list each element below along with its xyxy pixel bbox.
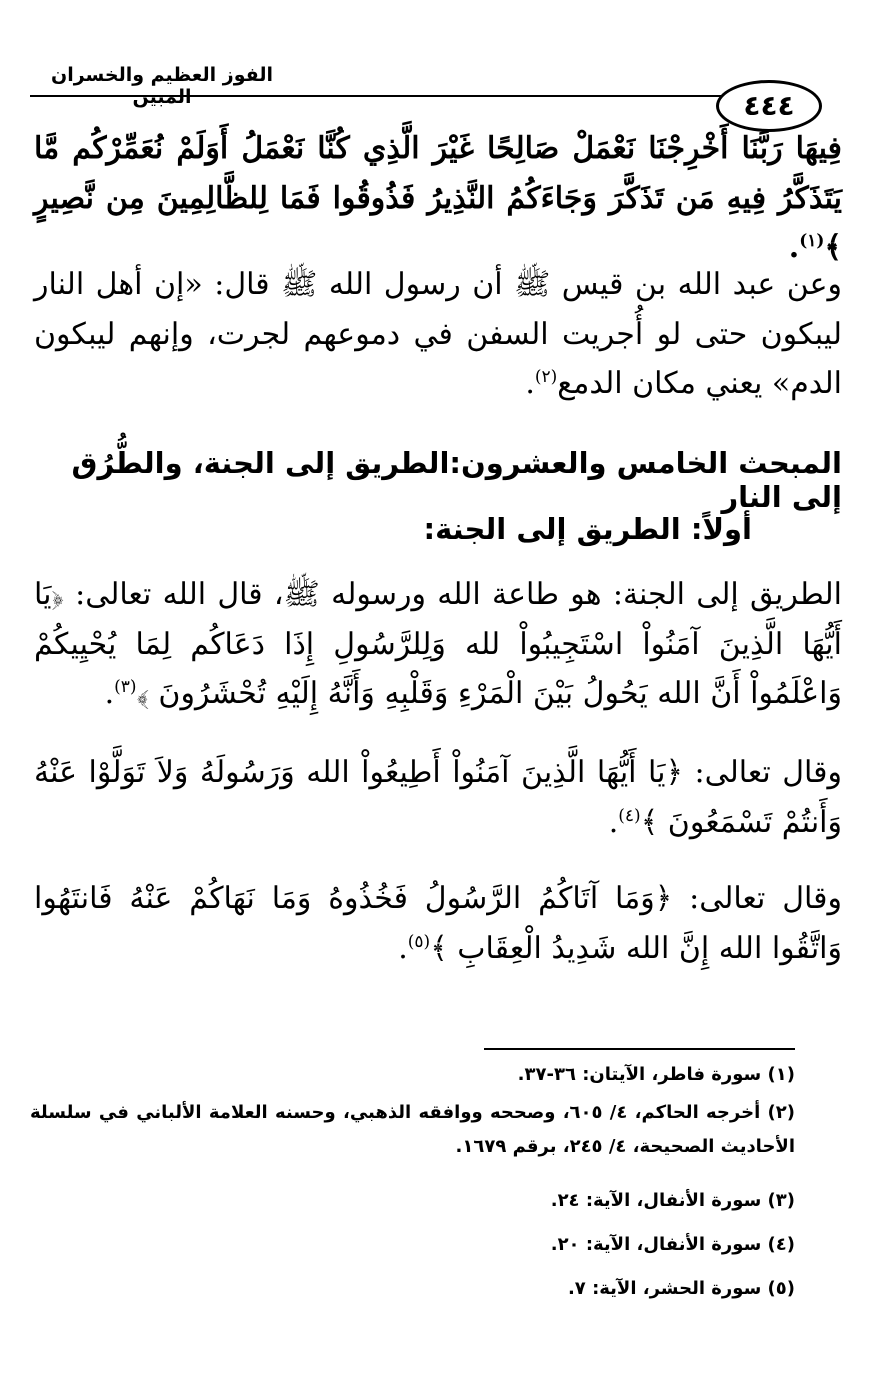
page-number: ٤٤٤ <box>716 80 822 132</box>
footnote-ref-2: (٢) <box>534 367 558 387</box>
footnote-5: (٥) سورة الحشر، الآية: ٧. <box>567 1278 795 1299</box>
paragraph-anfal: وقال تعالى: ﴿يَا أَيُّهَا الَّذِينَ آمَنُواْ أَطِيعُواْ الله وَرَسُولَهُ وَلاَ تَوَلَّوْا عَنْهُ وَأَنتُمْ تَسْمَعُونَ ﴾$^{(٤)}$. <box>34 755 842 840</box>
footnote-4: (٤) سورة الأنفال، الآية: ٢٠. <box>550 1234 795 1255</box>
paragraph-hashr: وقال تعالى: ﴿وَمَا آتَاكُمُ الرَّسُولُ فَخُذُوهُ وَمَا نَهَاكُمْ عَنْهُ فَانتَهُوا وَاتَّقُوا الله إِنَّ الله شَدِيدُ الْعِقَابِ ﴾$^{(٥)}$. <box>34 881 842 966</box>
running-title: الفوز العظيم والخسران المبين <box>51 64 273 108</box>
footnote-separator <box>484 1048 795 1050</box>
paragraph-anfal-text: وقال تعالى: ﴿يَا أَيُّهَا الَّذِينَ آمَنُواْ أَطِيعُواْ الله وَرَسُولَهُ وَلاَ تَوَلَّوْا عَنْهُ وَأَنتُمْ تَسْمَعُونَ ﴾ <box>34 755 842 840</box>
verse-text: فِيهَا رَبَّنَا أَخْرِجْنَا نَعْمَلْ صَالِحًا غَيْرَ الَّذِي كُنَّا نَعْمَلُ أَوَلَمْ نُعَمِّرْكُم مَّا يَتَذَكَّرُ فِيهِ مَن تَذَكَّرَ وَجَاءَكُمُ النَّذِيرُ فَذُوقُوا فَمَا لِلظَّالِمِينَ مِن نَّصِيرٍ ﴾ <box>34 131 842 265</box>
header-rule <box>30 95 730 97</box>
hadith-paragraph: وعن عبد الله بن قيس ﷺ أن رسول الله ﷺ قال: «إن أهل النار ليبكون حتى لو أُجريت السفن في دموعهم لجرت، وإنهم ليبكون الدم» يعني مكان الدمع$^{(٢)}$. <box>34 267 842 401</box>
footnote-ref-4: (٤) <box>618 805 641 826</box>
footnote-ref-5: (٥) <box>407 931 431 952</box>
hadith-text: وعن عبد الله بن قيس ﷺ أن رسول الله ﷺ قال: «إن أهل النار ليبكون حتى لو أُجريت السفن في دموعهم لجرت، وإنهم ليبكون الدم» يعني مكان الدمع <box>34 267 842 401</box>
paragraph-hashr-text: وقال تعالى: ﴿وَمَا آتَاكُمُ الرَّسُولُ فَخُذُوهُ وَمَا نَهَاكُمْ عَنْهُ فَانتَهُوا وَاتَّقُوا الله إِنَّ الله شَدِيدُ الْعِقَابِ ﴾ <box>34 881 842 966</box>
footnote-1: (١) سورة فاطر، الآيتان: ٣٦-٣٧. <box>517 1064 795 1085</box>
footnote-ref-3: (٣) <box>114 677 137 697</box>
section-heading: المبحث الخامس والعشرون:الطريق إلى الجنة، والطُّرُق إلى النار <box>71 446 842 514</box>
footnote-3: (٣) سورة الأنفال، الآية: ٢٤. <box>550 1190 795 1211</box>
paragraph-obedience: الطريق إلى الجنة: هو طاعة الله ورسوله ﷺ، قال الله تعالى: ﴿يَا أَيُّهَا الَّذِينَ آمَنُواْ اسْتَجِيبُواْ لله وَلِلرَّسُولِ إِذَا دَعَاكُم لِمَا يُحْيِيكُمْ وَاعْلَمُواْ أَنَّ الله يَحُولُ بَيْنَ الْمَرْءِ وَقَلْبِهِ وَأَنَّهُ إِلَيْهِ تُحْشَرُونَ ﴾$^{(٣)}$. <box>34 577 842 711</box>
paragraph-obedience-text: الطريق إلى الجنة: هو طاعة الله ورسوله ﷺ، قال الله تعالى: ﴿يَا أَيُّهَا الَّذِينَ آمَنُواْ اسْتَجِيبُواْ لله وَلِلرَّسُولِ إِذَا دَعَاكُم لِمَا يُحْيِيكُمْ وَاعْلَمُواْ أَنَّ الله يَحُولُ بَيْنَ الْمَرْءِ وَقَلْبِهِ وَأَنَّهُ إِلَيْهِ تُحْشَرُونَ ﴾ <box>34 577 842 711</box>
footnote-ref-1: (١) <box>799 231 825 251</box>
verse-continuation: فِيهَا رَبَّنَا أَخْرِجْنَا نَعْمَلْ صَالِحًا غَيْرَ الَّذِي كُنَّا نَعْمَلُ أَوَلَمْ نُعَمِّرْكُم مَّا يَتَذَكَّرُ فِيهِ مَن تَذَكَّرَ وَجَاءَكُمُ النَّذِيرُ فَذُوقُوا فَمَا لِلظَّالِمِينَ مِن نَّصِيرٍ ﴾$^{(١)}$. <box>34 131 842 265</box>
subheading: أولاً: الطريق إلى الجنة: <box>423 512 752 546</box>
footnote-2: (٢) أخرجه الحاكم، ٤/ ٦٠٥، وصححه ووافقه الذهبي، وحسنه العلامة الألباني في سلسلة الأحاديث الصحيحة، ٤/ ٢٤٥، برقم ١٦٧٩. <box>30 1102 795 1158</box>
